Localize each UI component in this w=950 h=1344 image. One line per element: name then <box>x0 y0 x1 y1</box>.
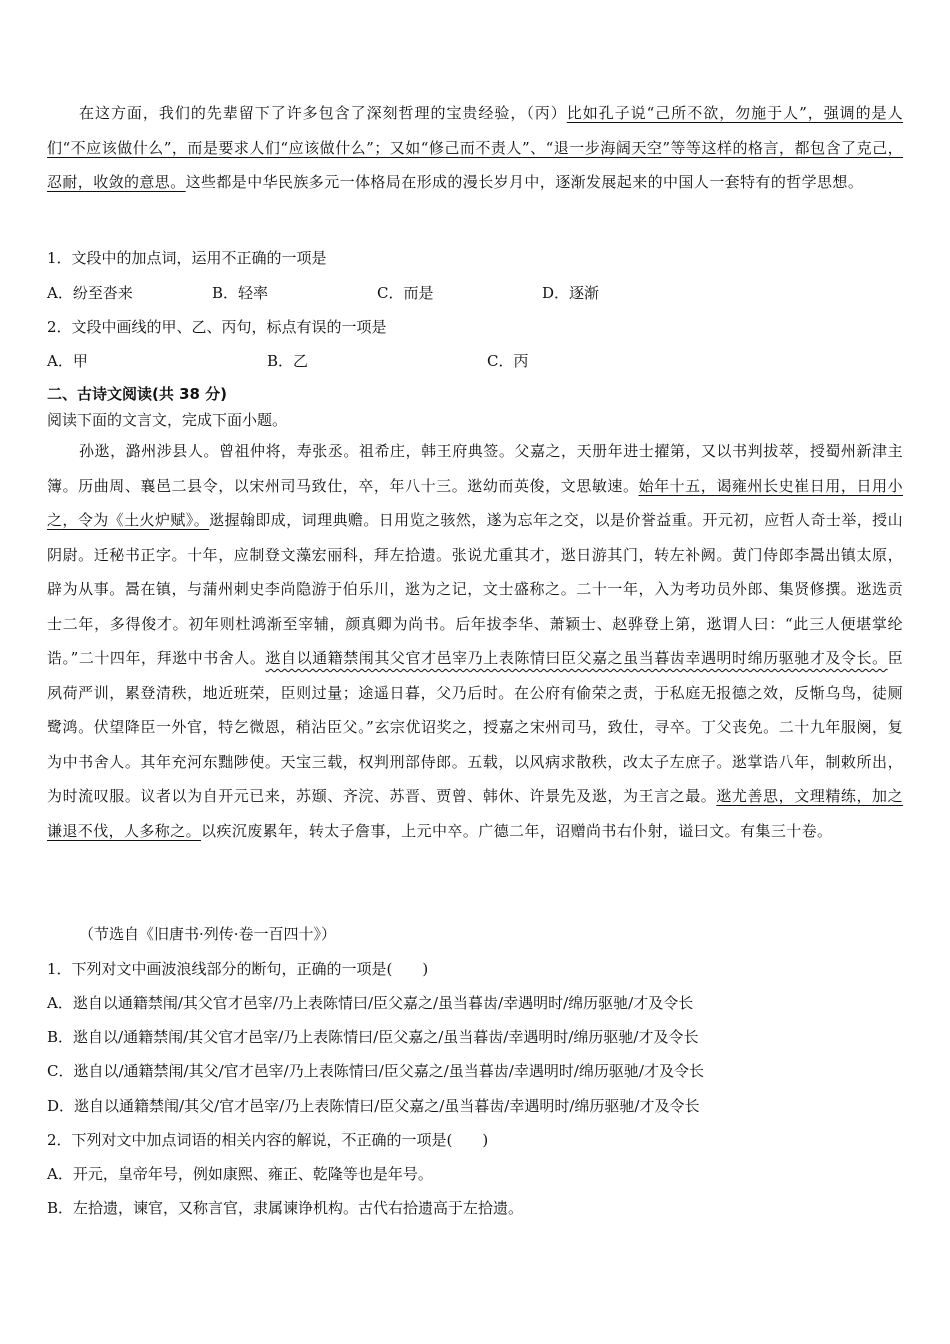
classical-part-3: 臣夙荷严训，累登清秩，地近班荣，臣则过量；途遥日暮，父乃后时。在公府有偷荣之责，于私庭无报德之效，反惭乌鸟，徒厕鹭鸿。伏望降臣一外官，特乞微恩，稍沾臣父。”玄宗优诏奖之，授嘉之宋州司马，致仕，寻卒。丁父丧免。二十九年服阕，复为中书舍人。其年充河东黜陟使。天宝三载，权判刑部侍郎。五载，以风病求散秩，改太子左庶子。逖掌诰八年，制敕所出，为时流叹服。议者以为自开元已来，苏颋、齐浣、苏晋、贾曾、韩休、许景先及逖，为王言之最。 <box>47 649 903 805</box>
q3-option-c[interactable]: C．逖自以/通籍禁闱/其父/官才邑宰/乃上表陈情曰/臣父嘉之/虽当暮齿/幸遇明时/绵历驱驰/才及令长 <box>47 1062 704 1080</box>
classical-part-4: 以疾沉废累年，转太子詹事，上元中卒。广德二年，诏赠尚书右仆射，谥曰文。有集三十卷。 <box>201 821 833 840</box>
classical-wavy-line: 逖自以通籍禁闱其父官才邑宰乃上表陈情曰臣父嘉之虽当暮齿幸遇明时绵历驱驰才及令长。 <box>265 649 888 667</box>
q3-option-a[interactable]: A．逖自以通籍禁闱/其父官才邑宰/乃上表陈情曰/臣父嘉之/虽当暮齿/幸遇明时/绵历驱驰/才及令长 <box>47 994 694 1012</box>
question-1-stem: 1．文段中的加点词，运用不正确的一项是 <box>47 249 327 267</box>
q2-option-c[interactable]: C．丙 <box>487 352 529 370</box>
q4-option-a[interactable]: A．开元，皇帝年号，例如康熙、雍正、乾隆等也是年号。 <box>47 1165 433 1183</box>
classical-underline-1: 始年十五，谒雍州长史崔日用，日用小之，令为《土火炉赋》。 <box>47 476 903 529</box>
question-2-stem: 2．文段中画线的甲、乙、丙句，标点有误的一项是 <box>47 318 387 336</box>
passage-tail: 这些都是中华民族多元一体格局在形成的漫长岁月中，逐渐发展起来的中国人一套特有的哲学思想。 <box>185 173 864 191</box>
q1-option-d[interactable]: D．逐渐 <box>542 284 600 302</box>
q4-option-b[interactable]: B．左拾遗，谏官，又称言官，隶属谏诤机构。古代右拾遗高于左拾遗。 <box>47 1199 524 1217</box>
passage-intro: 在这方面，我们的先辈留下了许多包含了深刻哲理的宝贵经验，（丙） <box>79 104 567 122</box>
q2-option-a[interactable]: A．甲 <box>47 352 88 370</box>
section-heading: 二、古诗文阅读(共 38 分) <box>47 385 228 403</box>
q2-option-b[interactable]: B．乙 <box>267 352 309 370</box>
q3-option-b[interactable]: B．逖自以/通籍禁闱/其父官才邑宰/乃上表陈情曰/臣父嘉之/虽当暮齿/幸遇明时/绵历驱驰/才及令长 <box>47 1028 699 1046</box>
source-citation: （节选自《旧唐书·列传·卷一百四十》） <box>79 925 337 943</box>
q1-option-b[interactable]: B．轻率 <box>212 284 269 302</box>
section-instruction: 阅读下面的文言文，完成下面小题。 <box>47 411 288 429</box>
q3-option-d[interactable]: D．逖自以通籍禁闱/其父/官才邑宰/乃上表陈情曰/臣父嘉之/虽当暮齿/幸遇明时/绵历驱驰/才及令长 <box>47 1097 700 1115</box>
q1-option-a[interactable]: A．纷至沓来 <box>47 284 133 302</box>
question-3-stem: 1．下列对文中画波浪线部分的断句，正确的一项是( ) <box>47 960 429 978</box>
q1-option-c[interactable]: C．而是 <box>377 284 434 302</box>
classical-part-2: 逖握翰即成，词理典赡。日用览之骇然，遂为忘年之交，以是价誉益重。开元初，应哲人奇士举，授山阴尉。迁秘书正字。十年，应制登文藻宏丽科，拜左拾遗。张说尤重其才，逖日游其门，转左补阙。黄门侍郎李暠出镇太原，辟为从事。暠在镇，与蒲州刺史李尚隐游于伯乐川，逖为之记，文士盛称之。二十一年，入为考功员外郎、集贤修撰。逖选贡士二年，多得俊才。初年则杜鸿渐至宰辅，颜真卿为尚书。后年拔李华、萧颖士、赵骅登上第，逖谓人曰：“此三人便堪掌纶诰。”二十四年，拜逖中书舍人。 <box>47 511 903 667</box>
classical-underline-2: 逖尤善思，文理精练，加之谦退不伐，人多称之。 <box>47 787 903 840</box>
classical-part-1: 孙逖，潞州涉县人。曾祖仲将，寿张丞。祖希庄，韩王府典签。父嘉之，天册年进士擢第，又以书判拔萃，授蜀州新津主簿。历曲周、襄邑二县令，以宋州司马致仕，卒，年八十三。逖幼而英俊，文思敏速。 <box>47 442 903 495</box>
question-4-stem: 2．下列对文中加点词语的相关内容的解说，不正确的一项是( ) <box>47 1131 489 1149</box>
passage-paragraph <box>47 96 903 200</box>
classical-text <box>47 434 903 848</box>
underlined-sentence-bing: 比如孔子说“己所不欲，勿施于人”，强调的是人们“不应该做什么”，而是要求人们“应该做什么”；又如“修己而不责人”、“退一步海阔天空”等等这样的格言，都包含了克己，忍耐，收敛的意思。 <box>47 104 904 191</box>
